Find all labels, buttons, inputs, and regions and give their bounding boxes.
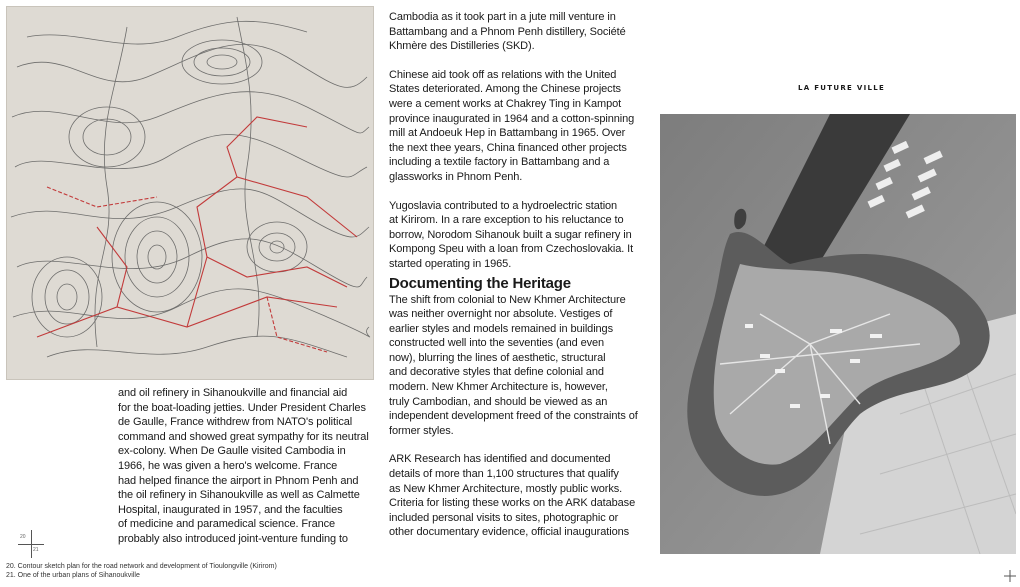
paragraph-shift-colonial: The shift from colonial to New Khmer Architecture was neither overnight nor absolute. Vestiges of earlier styles and models remained in buildings constructed well into the seventies (and even now), blurring the lines of aesthetic, structural and decorative styles that define colonial and modern. New Khmer Architecture is, however, truly Cambodian, and should be viewed as an independent development freed of the constraints of former styles. (389, 293, 638, 437)
urban-plan-model-photo (660, 114, 1016, 554)
contour-sketch-drawing (7, 7, 373, 379)
urban-plan-model-drawing (660, 114, 1016, 554)
middle-text-column (389, 10, 653, 540)
left-text-column (118, 386, 378, 547)
caption-20: 20. Contour sketch plan for the road network and development of Tioulongville (Kirirom) (6, 563, 277, 570)
paragraph-cambodia-jute: Cambodia as it took part in a jute mill venture in Battambang and a Phnom Penh distillery, Société Khmère des Distilleries (SKD). (389, 11, 626, 53)
paragraph-chinese-aid: Chinese aid took off as relations with the United States deteriorated. Among the Chinese projects were a cement works at Chakrey Ting in Kampot province inaugurated in 1964 and a cotton-spinning mill at Andoeuk Hep in Battambang in 1965. Over the next thee years, China financed other projects including a textile factory in Battambang and a glassworks in Phnom Penh. (389, 68, 635, 183)
caption-21: 21. One of the urban plans of Sihanoukville (6, 572, 140, 579)
contour-sketch-plan-image (6, 6, 374, 380)
crop-mark (1004, 569, 1016, 581)
page-mark-top-number: 20 (20, 534, 26, 540)
left-column-paragraph: and oil refinery in Sihanoukville and financial aid for the boat-loading jetties. Under President Charles de Gaulle, France withdrew from NATO's political command and showed great sympathy for its neutral ex-colony. When De Gaulle visited Cambodia in 1966, he was given a hero's welcome. France had helped finance the airport in Phnom Penh and the oil refinery in Sihanoukville as well as Calmette Hospital, inaugurated in 1957, and the faculties of medicine and paramedical science. France probably also introduced joint-venture funding to (118, 387, 369, 545)
section-heading: Documenting the Heritage (389, 274, 571, 292)
page-mark-bottom-number: 21 (33, 547, 39, 553)
paragraph-ark-research: ARK Research has identified and documented details of more than 1,100 structures that qualify as New Khmer Architecture, mostly public works. Criteria for listing these works on the ARK database included personal visits to sites, photographic or other documentary evidence, official inaugurations (389, 453, 636, 539)
page-number-mark (18, 530, 44, 558)
figure-title: LA FUTURE VILLE (798, 84, 886, 92)
figure-captions (6, 562, 277, 580)
paragraph-yugoslavia: Yugoslavia contributed to a hydroelectric station at Kirirom. In a rare exception to his reluctance to borrow, Norodom Sihanouk built a sugar refinery in Kompong Speu with a loan from Czechoslovakia. It started operating in 1965. (389, 199, 634, 270)
